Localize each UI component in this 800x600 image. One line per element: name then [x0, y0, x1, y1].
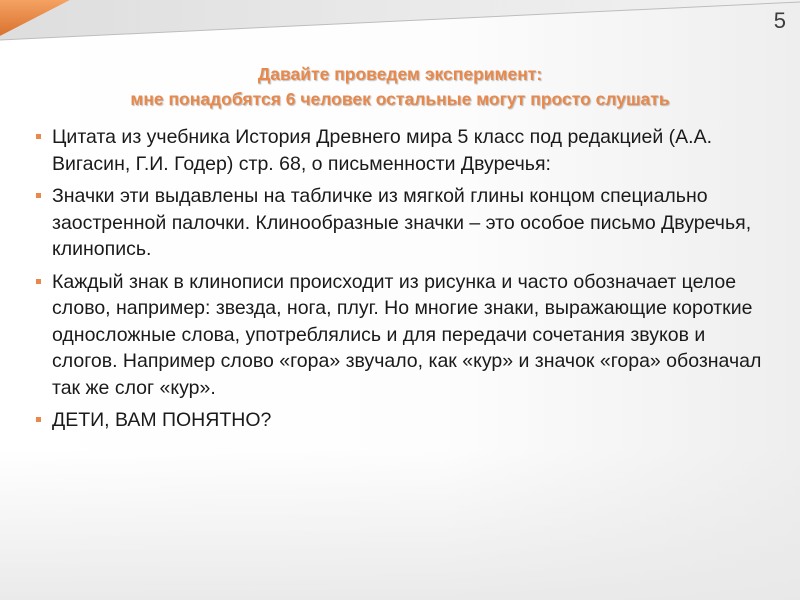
list-item — [32, 269, 772, 402]
list-item — [32, 124, 772, 177]
bullet-square-icon — [36, 279, 41, 284]
slide-number: 5 — [773, 8, 786, 33]
bullet-list — [32, 124, 772, 440]
bullet-square-icon — [36, 134, 41, 139]
list-item — [32, 407, 772, 434]
bullet-square-icon — [36, 193, 41, 198]
title-line-1: Давайте проведем эксперимент: — [257, 64, 543, 84]
bullet-text: Каждый знак в клинописи происходит из рисунка и часто обозначает целое слово, например: звезда, нога, плуг. Но многие знаки, выражающие короткие односложные слова, употреблялись и для передачи сочетания звуков и слогов. Например слово «гора» звучало, как «кур» и значок «гора» обозначал так же слог «кур». — [52, 270, 762, 399]
corner-decoration — [0, 0, 800, 70]
bullet-text: Значки эти выдавлены на табличке из мягкой глины концом специально заостренной палочки. Клинообразные значки – это особое письмо Двуречья, клинопись. — [52, 185, 752, 260]
bullet-text: ДЕТИ, ВАМ ПОНЯТНО? — [52, 409, 272, 431]
background-fade — [0, 450, 800, 600]
title-line-2: мне понадобятся 6 человек остальные могут просто слушать — [130, 89, 670, 109]
slide-title — [20, 62, 780, 112]
bullet-text: Цитата из учебника История Древнего мира 5 класс под редакцией (А.А. Вигасин, Г.И. Годер) стр. 68, о письменности Двуречья: — [52, 126, 713, 175]
list-item — [32, 183, 772, 263]
bullet-square-icon — [36, 417, 41, 422]
